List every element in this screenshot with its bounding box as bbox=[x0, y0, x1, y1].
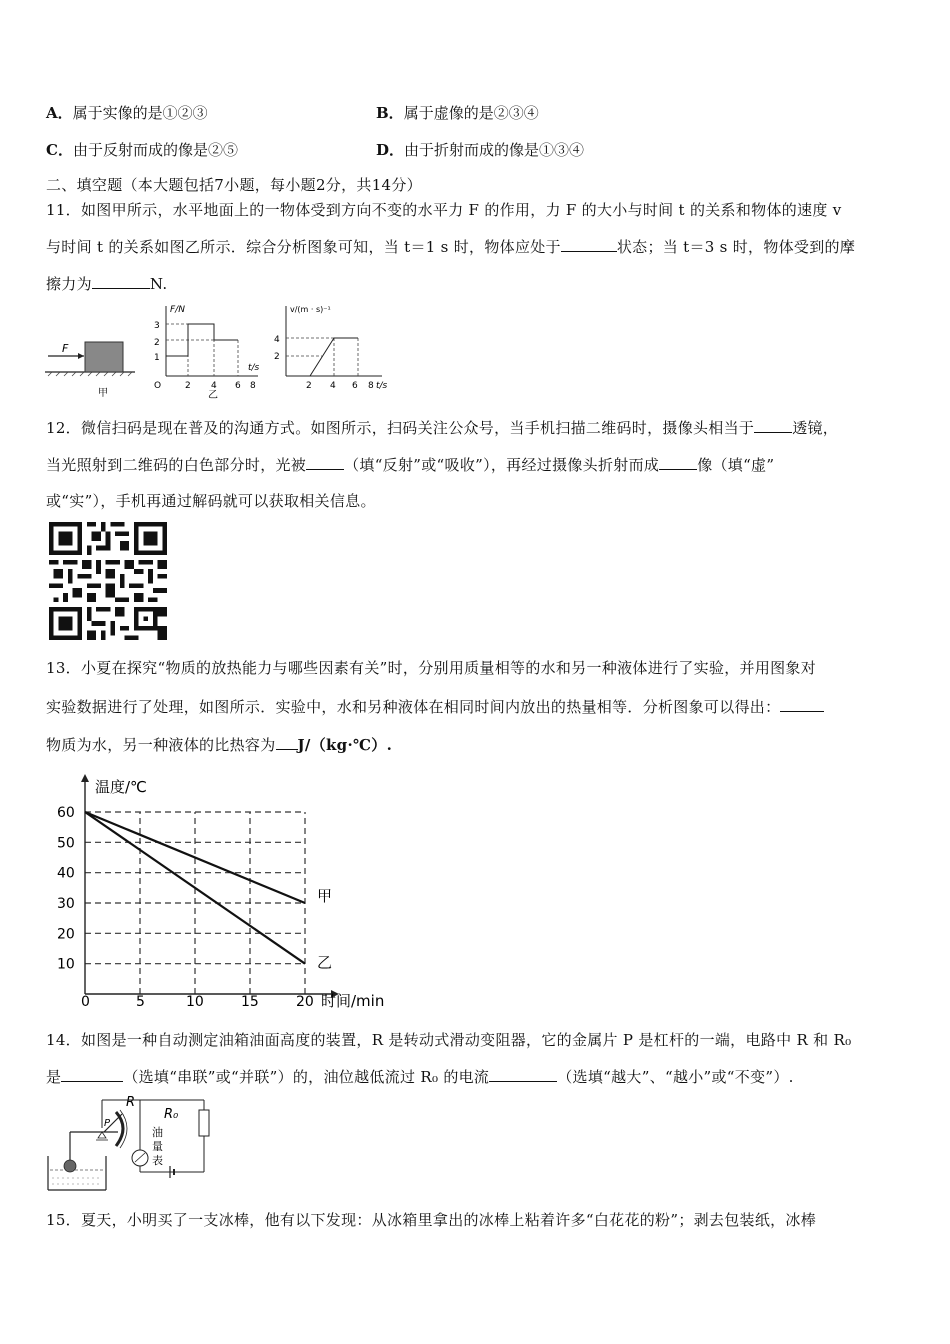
fig-label-a: 甲 bbox=[98, 388, 108, 399]
block-diagram bbox=[45, 342, 135, 399]
q13-blank-1[interactable] bbox=[780, 697, 824, 712]
q11-line2-b: 状态；当 t＝3 s 时，物体受到的摩 bbox=[616, 238, 856, 256]
q11-line2 bbox=[46, 237, 855, 257]
chart-y-label: 温度/℃ bbox=[95, 778, 147, 796]
f-xtick-o: O bbox=[154, 381, 162, 391]
f-xtick-6: 6 bbox=[235, 381, 241, 391]
y-tick-50: 50 bbox=[57, 835, 75, 852]
f-ytick-1: 1 bbox=[154, 353, 160, 363]
q14-blank-2[interactable] bbox=[489, 1067, 557, 1082]
q11-line3-a: 擦力为 bbox=[46, 275, 92, 293]
f-ytick-3: 3 bbox=[154, 321, 160, 331]
q14-line2-a: 是 bbox=[46, 1068, 62, 1086]
option-b bbox=[376, 103, 539, 123]
f-ytick-2: 2 bbox=[154, 338, 160, 348]
option-d-letter: D． bbox=[376, 141, 405, 159]
float-ball bbox=[64, 1160, 76, 1172]
v-xtick-2: 2 bbox=[306, 381, 312, 391]
q13-line1: 13．小夏在探究“物质的放热能力与哪些因素有关”时，分别用质量相等的水和另一种液体进行了实验，并用图象对 bbox=[46, 659, 817, 677]
series-label-2: 乙 bbox=[317, 953, 333, 972]
q12-blank-1[interactable] bbox=[754, 418, 792, 433]
y-tick-40: 40 bbox=[57, 865, 75, 882]
x-tick-15: 15 bbox=[241, 994, 259, 1008]
q11-line3 bbox=[46, 274, 167, 294]
r-label: R bbox=[126, 1095, 136, 1110]
v-t-graph bbox=[274, 305, 388, 391]
r0-label: R₀ bbox=[164, 1107, 179, 1122]
vt-axis-label: t/s bbox=[376, 381, 388, 391]
x-tick-10: 10 bbox=[186, 994, 204, 1008]
option-c-letter: C． bbox=[46, 141, 73, 159]
section-title: 二、填空题（本大题包括7小题，每小题2分，共14分） bbox=[46, 176, 422, 194]
f-xtick-2: 2 bbox=[185, 381, 191, 391]
series-label-1: 甲 bbox=[317, 887, 333, 905]
q12-line2-b: （填“反射”或“吸收”），再经过摄像头折射而成 bbox=[344, 456, 660, 474]
q13-line2 bbox=[46, 697, 824, 717]
q13-line3 bbox=[46, 735, 392, 755]
option-c-text: 由于反射而成的像是②⑤ bbox=[72, 141, 238, 159]
option-a-text: 属于实像的是①②③ bbox=[72, 104, 208, 122]
option-d bbox=[376, 140, 584, 160]
v-ytick-2: 2 bbox=[274, 352, 280, 362]
q14-line2 bbox=[46, 1067, 794, 1087]
q12-blank-3[interactable] bbox=[659, 455, 697, 470]
q13-blank-2[interactable] bbox=[276, 735, 298, 750]
q11-figure bbox=[40, 300, 400, 400]
chart-x-label: 时间/min bbox=[321, 992, 385, 1008]
q13-line3-b: J/（kg·℃）. bbox=[297, 736, 393, 754]
option-c bbox=[46, 140, 238, 160]
resistor-r bbox=[116, 1112, 123, 1146]
x-tick-20: 20 bbox=[296, 994, 314, 1008]
f-xtick-8: 8 bbox=[250, 381, 256, 391]
q12-line2 bbox=[46, 455, 774, 475]
force-label: F bbox=[62, 342, 69, 355]
meter-label: 油 量 表 bbox=[152, 1126, 163, 1167]
q11-line1: 11．如图甲所示，水平地面上的一物体受到方向不变的水平力 F 的作用，力 F 的大小与时间 t 的关系和物体的速度 v bbox=[46, 201, 842, 219]
block bbox=[85, 342, 123, 372]
chart-grid bbox=[85, 812, 305, 994]
v-axis-label: v/(m · s)⁻¹ bbox=[290, 305, 331, 314]
q11-line3-b: N. bbox=[149, 275, 168, 293]
q13-line3-a: 物质为水，另一种液体的比热容为 bbox=[46, 736, 276, 754]
f-xtick-4: 4 bbox=[211, 381, 217, 391]
q12-line2-c: 像（填“虚” bbox=[697, 456, 775, 474]
q15-line1: 15．夏天，小明买了一支冰棒，他有以下发现：从冰箱里拿出的冰棒上粘着许多“白花花的粉”；剥去包装纸，冰棒 bbox=[46, 1211, 817, 1229]
option-a bbox=[46, 103, 208, 123]
f-axis-label: F/N bbox=[170, 305, 185, 315]
y-tick-10: 10 bbox=[57, 956, 75, 973]
ft-axis-label: t/s bbox=[248, 363, 260, 373]
q11-blank-2[interactable] bbox=[92, 274, 150, 289]
x-tick-0: 0 bbox=[81, 994, 90, 1008]
v-xtick-4: 4 bbox=[330, 381, 336, 391]
y-tick-30: 30 bbox=[57, 896, 75, 912]
v-xtick-6: 6 bbox=[352, 381, 358, 391]
chart-y-arrow bbox=[81, 774, 89, 782]
v-ytick-4: 4 bbox=[274, 335, 280, 345]
option-a-letter: A． bbox=[46, 104, 73, 122]
oil-tank bbox=[48, 1156, 106, 1190]
y-tick-60: 60 bbox=[57, 805, 75, 821]
q12-line1 bbox=[46, 418, 838, 438]
temperature-chart bbox=[55, 770, 415, 1008]
q14-blank-1[interactable] bbox=[61, 1067, 123, 1082]
oil-gauge-circuit bbox=[44, 1092, 214, 1194]
fig-label-b: 乙 bbox=[208, 390, 218, 400]
y-tick-20: 20 bbox=[57, 926, 75, 943]
qr-code-image bbox=[48, 522, 168, 640]
q12-line1-b: 透镜， bbox=[792, 419, 839, 437]
v-xtick-8: 8 bbox=[368, 381, 374, 391]
q12-line3: 或“实”），手机再通过解码就可以获取相关信息。 bbox=[46, 492, 376, 510]
option-d-text: 由于折射而成的像是①③④ bbox=[404, 141, 585, 159]
q12-blank-2[interactable] bbox=[306, 455, 344, 470]
option-b-letter: B． bbox=[376, 104, 404, 122]
f-t-graph bbox=[154, 305, 260, 400]
q13-line2-a: 实验数据进行了处理，如图所示．实验中，水和另种液体在相同时间内放出的热量相等．分析图象可以得出： bbox=[46, 698, 781, 716]
resistor-r0 bbox=[199, 1110, 209, 1136]
q14-line2-c: （选填“越大”、“越小”或“不变”）. bbox=[557, 1068, 794, 1086]
q11-line2-a: 与时间 t 的关系如图乙所示．综合分析图象可知，当 t＝1 s 时，物体应处于 bbox=[46, 238, 561, 256]
q11-blank-1[interactable] bbox=[561, 237, 617, 252]
option-b-text: 属于虚像的是②③④ bbox=[403, 104, 539, 122]
q14-line1: 14．如图是一种自动测定油箱油面高度的装置，R 是转动式滑动变阻器，它的金属片 P 是杠杆的一端，电路中 R 和 R₀ bbox=[46, 1031, 852, 1049]
x-tick-5: 5 bbox=[136, 994, 145, 1008]
q12-line2-a: 当光照射到二维码的白色部分时，光被 bbox=[46, 456, 307, 474]
q14-line2-b: （选填“串联”或“并联”）的，油位越低流过 R₀ 的电流 bbox=[123, 1068, 490, 1086]
p-label: P bbox=[104, 1118, 111, 1129]
q12-line1-a: 12．微信扫码是现在普及的沟通方式。如图所示，扫码关注公众号，当手机扫描二维码时，摄像头相当于 bbox=[46, 419, 755, 437]
